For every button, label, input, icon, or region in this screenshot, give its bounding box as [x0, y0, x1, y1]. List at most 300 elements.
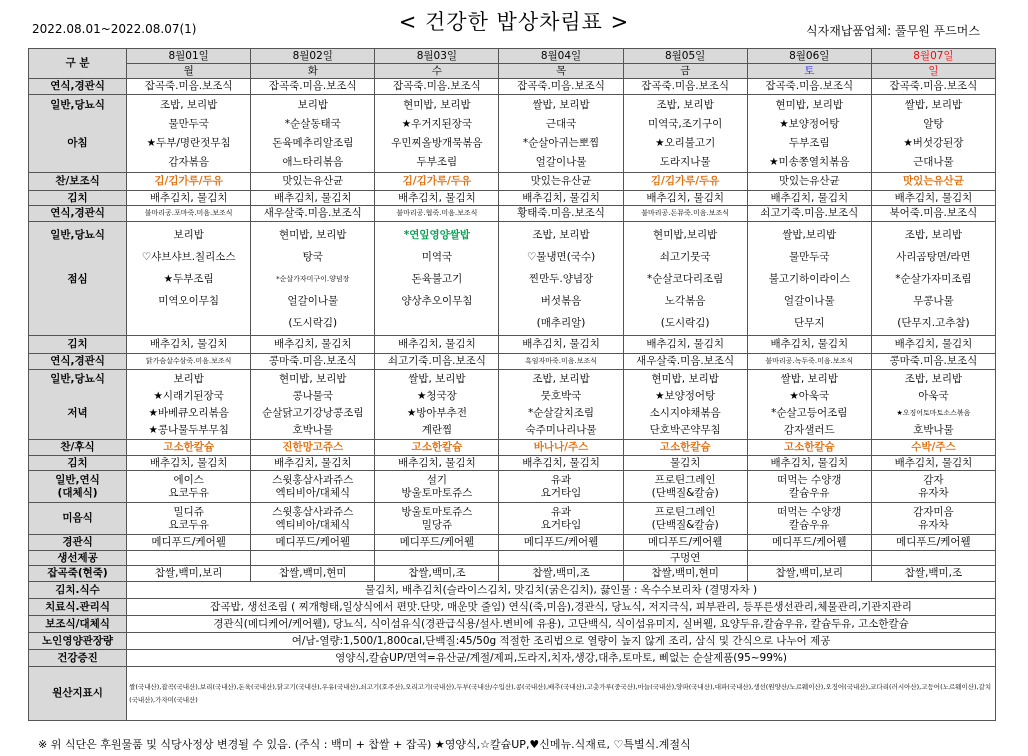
date-header: 8월06일: [747, 49, 871, 64]
menu-item: ★바베큐오리볶음: [148, 406, 229, 419]
date-header: 8월02일: [251, 49, 375, 64]
menu-cell: 배추김치, 물김치: [375, 191, 499, 206]
date-header: 8월04일: [499, 49, 623, 64]
menu-item: 밀당쥬: [421, 518, 453, 531]
menu-item: *순살동태국: [284, 117, 341, 130]
menu-item: 미역오이무침: [158, 294, 220, 307]
date-header: 8월07일: [871, 49, 995, 64]
table-row: [29, 471, 996, 503]
menu-item: 보리밥: [173, 372, 204, 385]
menu-cell: 메디푸드/케어웰: [499, 535, 623, 551]
table-row: [29, 222, 996, 336]
row-label: 치료식.관리식: [29, 599, 127, 616]
menu-item: 설기: [426, 473, 448, 486]
row-label-lunch: [29, 222, 127, 336]
weekday-header: 토: [747, 64, 871, 79]
weekday-header: 목: [499, 64, 623, 79]
table-row: [29, 440, 996, 456]
menu-item: 미역국: [421, 250, 453, 263]
menu-item: ★아욱국: [789, 389, 830, 402]
menu-item: 보리밥: [297, 98, 328, 111]
menu-table: [28, 48, 996, 721]
menu-cell: 잡곡죽.미음.보조식: [251, 79, 375, 95]
table-row: [29, 191, 996, 206]
table-row: [29, 95, 996, 173]
menu-item: 버섯볶음: [540, 294, 582, 307]
snack-cell: [623, 471, 747, 503]
page-title: < 건강한 밥상차림표 >: [398, 10, 630, 34]
menu-cell: 배추김치, 물김치: [747, 191, 871, 206]
menu-item: ★방아부추전: [406, 406, 467, 419]
menu-item: 감자볶음: [168, 155, 209, 168]
breakfast-cell: [375, 95, 499, 173]
dinner-cell: [375, 370, 499, 440]
label-line: [31, 388, 124, 405]
menu-item: 현미밥, 보리밥: [403, 98, 471, 111]
label-line: [31, 290, 124, 312]
table-row: [29, 64, 996, 79]
menu-item: 프로틴그레인: [654, 473, 716, 486]
row-label: 건강증진: [29, 650, 127, 667]
menu-item: ♡물냉면(국수): [526, 250, 596, 263]
menu-cell: 콩마죽.미음.보조식: [871, 354, 995, 370]
lunch-cell: [747, 222, 871, 336]
menu-cell: 잡곡죽.미음.보조식: [375, 79, 499, 95]
table-row: [29, 79, 996, 95]
menu-cell: 메디푸드/케어웰: [747, 535, 871, 551]
menu-item: [129, 312, 248, 334]
menu-item: 탕국: [302, 250, 323, 263]
menu-cell: 배추김치, 물김치: [251, 336, 375, 354]
menu-item: 찐만두.양념장: [528, 272, 594, 285]
dinner-cell: [251, 370, 375, 440]
weekday-header: 화: [251, 64, 375, 79]
row-label: 연식,경관식: [29, 206, 127, 222]
table-row: [29, 633, 996, 650]
weekday-header: 수: [375, 64, 499, 79]
menu-cell: 고소한칼슘: [747, 440, 871, 456]
menu-item: ★콩나물두부무침: [148, 423, 229, 436]
menu-item: 호박나물: [292, 423, 334, 436]
menu-item: 스윗홍삼사과쥬스: [272, 473, 354, 486]
row-label: 구 분: [29, 49, 127, 79]
life-cell: [499, 551, 623, 566]
life-cell: [747, 551, 871, 566]
breakfast-cell: [499, 95, 623, 173]
menu-item: 도라지나물: [659, 155, 711, 168]
menu-cell: 배추김치, 물김치: [871, 456, 995, 471]
menu-item: 현미밥, 보리밥: [775, 98, 844, 111]
menu-item: 유과: [550, 505, 572, 518]
menu-cell: 배추김치, 물김치: [127, 336, 251, 354]
menu-cell: 황태죽.미음.보조식: [499, 206, 623, 222]
menu-item: 유자차: [918, 486, 949, 499]
row-label: 보조식/대체식: [29, 616, 127, 633]
menu-item: 숙주미나리나물: [525, 423, 597, 436]
menu-item: 쌀밥, 보리밥: [904, 98, 963, 111]
menu-cell: 잡곡죽.미음.보조식: [127, 79, 251, 95]
menu-item: ★우거지된장국: [401, 117, 473, 130]
menu-cell: 불마리공.협죽.미음.보조식: [375, 206, 499, 222]
label-line: 일반,당뇨식: [50, 228, 105, 241]
menu-item: 두부조림: [416, 155, 458, 168]
row-label: 연식,경관식: [29, 354, 127, 370]
menu-item: 밀디쥬: [173, 505, 204, 518]
menu-item: 물만두국: [788, 250, 830, 263]
menu-cell: 김/김가루/두유: [375, 173, 499, 191]
menu-item: 현미밥, 보리밥: [279, 228, 347, 241]
menu-item: 불고기하이라이스: [768, 272, 850, 285]
menu-item: (매추리알): [536, 316, 586, 329]
menu-item: 돈육불고기: [411, 272, 463, 285]
menu-item: 애느타리볶음: [282, 155, 344, 168]
menu-cell: 맛있는유산균: [871, 173, 995, 191]
breakfast-cell: [747, 95, 871, 173]
menu-item: 현미밥, 보리밥: [279, 372, 347, 385]
snack-diet-cell: [375, 503, 499, 535]
menu-cell: 찹쌀,백미,조: [375, 566, 499, 582]
menu-item: 쌀밥, 보리밥: [408, 372, 466, 385]
menu-cell: 배추김치, 물김치: [499, 456, 623, 471]
menu-item: ★보양정어탕: [779, 117, 840, 130]
menu-cell: 잡곡죽.미음.보조식: [871, 79, 995, 95]
note-text: 쌀(국내산),잡곡(국내산),보리(국내산),돈육(국내산),닭고기(국내산),우유(국내산),쇠고기(호주산),오리고기(국내산),두부(국내산/수입산),콩(국내산),배추(국내산),고춧가루(중국산),마늘(국내산),양파(국내산),대파(국내산),생선(원양산/노르웨이산),오징어(국내산),코다리(러시아산),고등어(노르웨이산),갈치(국내산),가자미(국내산): [127, 667, 996, 721]
menu-item: 얼갈이나물: [535, 155, 587, 168]
menu-item: [377, 312, 496, 334]
snack-cell: [499, 471, 623, 503]
dinner-cell: [499, 370, 623, 440]
menu-item: 물만두국: [168, 117, 209, 130]
menu-item: ★미송쫑열치볶음: [769, 155, 850, 168]
menu-cell: 잡곡죽.미음.보조식: [623, 79, 747, 95]
menu-cell: 불마리공.녹두죽.미음.보조식: [747, 354, 871, 370]
row-label: 잡곡죽(현죽): [29, 566, 127, 582]
menu-cell: 불마리공.돈뮤죽.미음.보조식: [623, 206, 747, 222]
menu-item: 쌀밥, 보리밥: [532, 98, 590, 111]
date-header: 8월03일: [375, 49, 499, 64]
menu-cell: 진한망고쥬스: [251, 440, 375, 456]
menu-item: (단무지.고추참): [897, 316, 970, 329]
menu-cell: 배추김치, 물김치: [499, 336, 623, 354]
menu-item: 쌀밥,보리밥: [782, 228, 837, 241]
snack-cell: [375, 471, 499, 503]
table-row: [29, 354, 996, 370]
menu-cell: 배추김치, 물김치: [871, 336, 995, 354]
menu-cell: 새우살죽.미음.보조식: [251, 206, 375, 222]
menu-cell: 쇠고기죽.미음.보조식: [375, 354, 499, 370]
life-cell: [127, 551, 251, 566]
breakfast-cell: [871, 95, 995, 173]
note-text: 여/남-열량:1,500/1,800cal,단백질:45/50g 적절한 조리법으로 열량이 높지 않게 조리, 삼식 및 간식으로 나누어 제공: [127, 633, 996, 650]
menu-cell: 찹쌀,백미,조: [871, 566, 995, 582]
menu-cell: 고소한칼슘: [623, 440, 747, 456]
table-row: [29, 599, 996, 616]
menu-cell: 찹쌀,백미,현미: [623, 566, 747, 582]
menu-item: 호박나물: [913, 423, 954, 436]
menu-item: (도시락김): [288, 316, 338, 329]
lunch-cell: [623, 222, 747, 336]
snack-diet-cell: [127, 503, 251, 535]
menu-cell: 배추김치, 물김치: [623, 336, 747, 354]
menu-cell: 배추김치, 물김치: [871, 191, 995, 206]
dinner-cell: [127, 370, 251, 440]
table-row: [29, 667, 996, 721]
snack-diet-cell: [499, 503, 623, 535]
menu-item: 무콩나물: [913, 294, 954, 307]
menu-item: 두부조림: [788, 136, 830, 149]
life-cell: [375, 551, 499, 566]
weekday-header: 일: [871, 64, 995, 79]
lunch-cell: [251, 222, 375, 336]
menu-item: ★보양정어탕: [655, 389, 716, 402]
menu-item: ★시래기된장국: [153, 389, 224, 402]
menu-item: 노각볶음: [664, 294, 706, 307]
menu-cell: 배추김치, 물김치: [747, 456, 871, 471]
table-row: [29, 535, 996, 551]
menu-item: 조밥, 보리밥: [159, 98, 218, 111]
menu-item: 엑티비아/대체식: [275, 486, 351, 499]
table-row: [29, 336, 996, 354]
row-label: 김치: [29, 456, 127, 471]
menu-item: 엑티비아/대체식: [275, 518, 351, 531]
row-label: 생선제공: [29, 551, 127, 566]
row-label: 찬/보조식: [29, 173, 127, 191]
menu-item: 떠먹는 수양갱: [777, 505, 842, 518]
menu-cell: 불마리공.포마죽.미음.보조식: [127, 206, 251, 222]
row-label: 연식,경관식: [29, 79, 127, 95]
menu-cell: 새우살죽.미음.보조식: [623, 354, 747, 370]
snack-cell: [251, 471, 375, 503]
menu-item: ★두부조림: [163, 272, 214, 285]
menu-item: 콩나물국: [292, 389, 334, 402]
table-row: [29, 503, 996, 535]
row-label: 노인영양관장량: [29, 633, 127, 650]
menu-item: 순살닭고기강낭콩조림: [262, 406, 364, 419]
menu-item: 요거타임: [540, 486, 582, 499]
menu-item: 방울토마토쥬스: [401, 486, 473, 499]
label-line: 일반,당뇨식: [50, 98, 105, 111]
menu-item: 보리밥: [173, 228, 204, 241]
label-line: [31, 246, 124, 268]
dinner-cell: [871, 370, 995, 440]
menu-cell: 김/김가루/두유: [623, 173, 747, 191]
menu-cell: 찹쌀,백미,보리: [127, 566, 251, 582]
table-row: [29, 650, 996, 667]
menu-cell: 김/김가루/두유: [127, 173, 251, 191]
breakfast-cell: [251, 95, 375, 173]
menu-cell: 잡곡죽.미음.보조식: [499, 79, 623, 95]
menu-cell: 바나나/주스: [499, 440, 623, 456]
life-cell: [871, 551, 995, 566]
snack-cell: [127, 471, 251, 503]
row-label-dinner: [29, 370, 127, 440]
menu-item: 감자샐러드: [783, 423, 835, 436]
menu-cell: 배추김치, 물김치: [251, 191, 375, 206]
note-text: 영양식,칼슘UP/면역=유산균/계절/제피,도라지,치자,생강,대추,토마토, 삐없는 순살제품(95~99%): [127, 650, 996, 667]
row-label: 김치.식수: [29, 582, 127, 599]
menu-cell: 수박/주스: [871, 440, 995, 456]
lunch-cell: [499, 222, 623, 336]
date-header: 8월05일: [623, 49, 747, 64]
row-label: 김치: [29, 336, 127, 354]
table-row: [29, 566, 996, 582]
menu-item: 단호박곤약무침: [649, 423, 721, 436]
table-row: [29, 370, 996, 440]
menu-item: 조밥, 보리밥: [656, 98, 714, 111]
snack-diet-cell: [747, 503, 871, 535]
menu-item: 근대나물: [913, 155, 954, 168]
weekday-header: 금: [623, 64, 747, 79]
menu-cell: 배추김치, 물김치: [375, 456, 499, 471]
menu-item: ★오징어토마토소스볶음: [896, 408, 971, 417]
weekday-header: 월: [127, 64, 251, 79]
label-line: (대체식): [57, 486, 98, 499]
menu-item: 사리곰탕면/라면: [896, 250, 971, 263]
menu-item: 쌀밥, 보리밥: [780, 372, 838, 385]
breakfast-cell: [623, 95, 747, 173]
life-cell: 구멍연: [623, 551, 747, 566]
table-row: [29, 206, 996, 222]
menu-item: 방울토마토쥬스: [401, 505, 473, 518]
table-row: [29, 551, 996, 566]
menu-cell: 고소한칼슘: [375, 440, 499, 456]
label-line: [31, 153, 124, 172]
menu-item: *순살아귀는뽀찜: [522, 136, 600, 149]
menu-item: 얼갈이나물: [783, 294, 835, 307]
menu-item: ★버섯강된장: [903, 136, 964, 149]
menu-cell: 메디푸드/케어웰: [623, 535, 747, 551]
menu-cell: 배추김치, 물김치: [623, 191, 747, 206]
menu-item: ★청국장: [416, 389, 457, 402]
menu-item: *순살고등어조림: [771, 406, 848, 419]
menu-item: 알탕: [923, 117, 944, 130]
label-line: 일반,당뇨식: [50, 372, 105, 385]
dinner-cell: [747, 370, 871, 440]
menu-item: 미역국,조기구이: [647, 117, 723, 130]
menu-item: ♡샤브샤브.칠리소스: [141, 250, 236, 263]
label-line: 일반,연식: [55, 473, 100, 486]
menu-cell: 메디푸드/케어웰: [375, 535, 499, 551]
footnote: ※ 위 식단은 후원물품 및 식당사정상 변경될 수 있음. (주식 : 백미 + 찹쌀 + 잡곡) ★영양식,☆칼슘UP,♥신메뉴.식재료, ♡특별식.계절식: [38, 738, 691, 751]
menu-cell: 맛있는유산균: [251, 173, 375, 191]
menu-cell: 메디푸드/케어웰: [127, 535, 251, 551]
menu-item: (도시락김): [660, 316, 710, 329]
menu-item: 계란찜: [421, 423, 453, 436]
breakfast-cell: [127, 95, 251, 173]
row-label-snack: [29, 471, 127, 503]
table-row: [29, 582, 996, 599]
menu-item: 아욱국: [918, 389, 949, 402]
label-line: [31, 422, 124, 439]
menu-cell: 찹쌀,백미,보리: [747, 566, 871, 582]
label-line: [31, 312, 124, 334]
snack-diet-cell: [623, 503, 747, 535]
menu-item: 에이스: [173, 473, 204, 486]
menu-item: 조밥, 보리밥: [532, 372, 590, 385]
menu-item: 현미밥, 보리밥: [651, 372, 719, 385]
menu-item: 양상추오이무침: [401, 294, 473, 307]
label-line: 점심: [67, 272, 88, 285]
menu-cell: 배추김치, 물김치: [499, 191, 623, 206]
menu-cell: 찹쌀,백미,현미: [251, 566, 375, 582]
menu-cell: 쇠고기죽.미음.보조식: [747, 206, 871, 222]
menu-cell: 물김치: [623, 456, 747, 471]
menu-item: 조밥, 보리밥: [532, 228, 590, 241]
menu-cell: 찹쌀,백미,조: [499, 566, 623, 582]
menu-cell: 맛있는유산균: [499, 173, 623, 191]
menu-cell: 배추김치, 물김치: [375, 336, 499, 354]
menu-item: 조밥, 보리밥: [904, 372, 963, 385]
menu-cell: 닭가슴살수삼죽.미음.보조식: [127, 354, 251, 370]
menu-cell: 배추김치, 물김치: [251, 456, 375, 471]
menu-item: ★두부/명란젓무침: [146, 136, 231, 149]
menu-item: 요거타임: [540, 518, 582, 531]
menu-item: 조밥, 보리밥: [904, 228, 963, 241]
menu-item: 현미밥,보리밥: [653, 228, 718, 241]
menu-cell: 배추김치, 물김치: [747, 336, 871, 354]
menu-item: *연잎영양쌀밥: [403, 228, 471, 241]
snack-cell: [747, 471, 871, 503]
menu-item: 프로틴그레인: [654, 505, 716, 518]
menu-item: ★오리불고기: [655, 136, 716, 149]
snack-cell: [871, 471, 995, 503]
label-line: 아침: [67, 136, 88, 149]
note-text: 경관식(메디케어/케어웰), 당뇨식, 식이섬유식(경관급식용/설사.변비에 유용), 고단백식, 식이섬유미지, 실버웰, 요양두유,칼슘우유, 칼슘두유, 고소한칼슘: [127, 616, 996, 633]
table-row: [29, 456, 996, 471]
menu-item: 단무지: [794, 316, 825, 329]
table-row: [29, 616, 996, 633]
menu-item: 감자: [923, 473, 944, 486]
label-line: 저녁: [67, 406, 88, 419]
menu-item: 유자차: [918, 518, 949, 531]
menu-item: *순살코다리조림: [647, 272, 724, 285]
snack-diet-cell: [871, 503, 995, 535]
note-text: 잡곡밥, 생선조림 ( 찌개형태,일상식에서 편맛.단맛, 매운맛 줄임) 연식(죽,미음),경관식, 당뇨식, 저지극식, 피부관리, 등푸른생선관리,체물관리,기관지관리: [127, 599, 996, 616]
vendor-text: 식자재납품업체: 풀무원 푸드머스: [806, 24, 980, 38]
menu-item: 소시지야채볶음: [649, 406, 721, 419]
snack-diet-cell: [251, 503, 375, 535]
label-line: [31, 115, 124, 134]
menu-item: 스윗홍삼사과쥬스: [272, 505, 354, 518]
menu-cell: 배추김치, 물김치: [127, 456, 251, 471]
menu-item: 떠먹는 수양갱: [777, 473, 842, 486]
period-text: 2022.08.01~2022.08.07(1): [32, 22, 197, 36]
menu-item: 쇠고기뭇국: [659, 250, 711, 263]
life-cell: [251, 551, 375, 566]
row-label: 경관식: [29, 535, 127, 551]
menu-item: 뭇호박국: [540, 389, 582, 402]
menu-cell: 배추김치, 물김치: [127, 191, 251, 206]
menu-item: (단백질&칼슘): [651, 486, 719, 499]
menu-item: (단백질&칼슘): [651, 518, 719, 531]
menu-cell: 북어죽.미음.보조식: [871, 206, 995, 222]
table-row: [29, 173, 996, 191]
menu-item: 얼갈이나물: [287, 294, 339, 307]
header: [0, 0, 1028, 42]
menu-cell: 흑임자마죽.미음.보조식: [499, 354, 623, 370]
lunch-cell: [871, 222, 995, 336]
menu-cell: 메디푸드/케어웰: [871, 535, 995, 551]
menu-item: *순살가자미구이.양념장: [276, 274, 350, 283]
row-label: 원산지표시: [29, 667, 127, 721]
menu-cell: 고소한칼슘: [127, 440, 251, 456]
row-label: 찬/후식: [29, 440, 127, 456]
menu-item: *순살가자미조림: [895, 272, 972, 285]
menu-item: *순살갈치조림: [527, 406, 595, 419]
menu-cell: 잡곡죽.미음.보조식: [747, 79, 871, 95]
table-row: [29, 49, 996, 64]
menu-cell: 콩마죽.미음.보조식: [251, 354, 375, 370]
